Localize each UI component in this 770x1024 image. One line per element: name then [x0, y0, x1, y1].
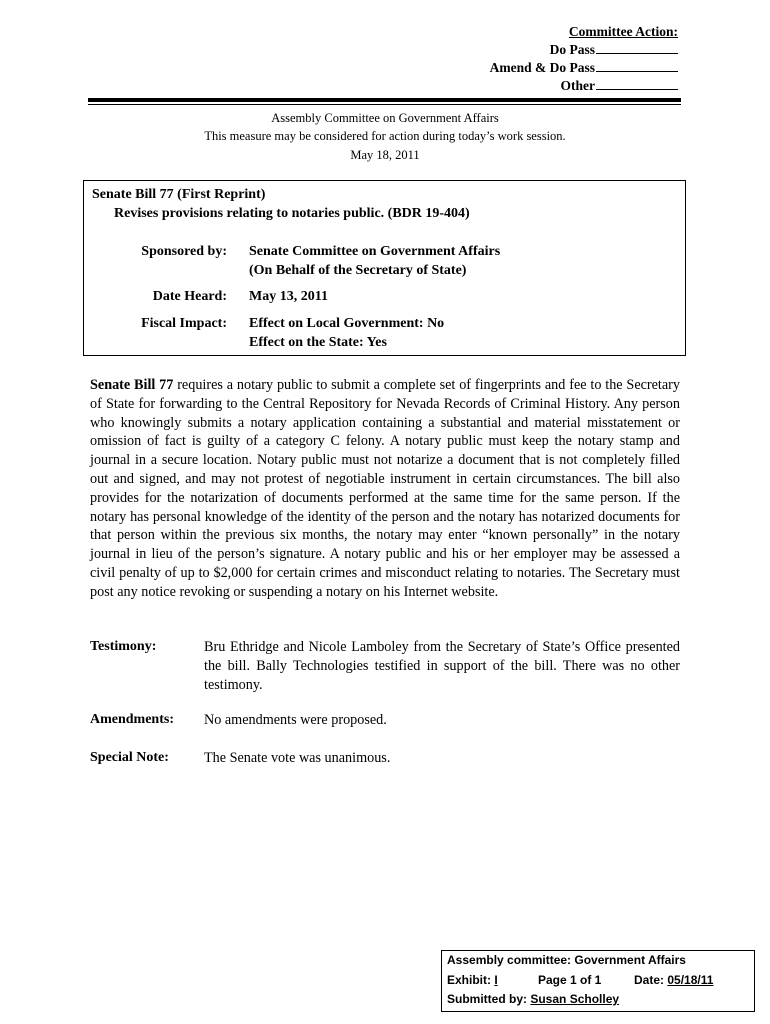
sponsored-line-1: Senate Committee on Government Affairs — [249, 244, 501, 259]
exhibit-date-label: Date: — [634, 973, 668, 987]
date-heard-value: May 13, 2011 — [249, 289, 328, 304]
exhibit-page: Page 1 of 1 — [538, 973, 602, 987]
bill-title: Senate Bill 77 (First Reprint) — [92, 187, 266, 202]
exhibit-date — [634, 973, 713, 987]
other-label: Other — [560, 78, 595, 93]
bill-subtitle: Revises provisions relating to notaries public. (BDR 19-404) — [114, 206, 470, 221]
testimony-text: Bru Ethridge and Nicole Lamboley from the Secretary of State’s Office presented the bill. Bally Technologies testified in support of the bill. There was no other testimony. — [204, 639, 680, 693]
amend-do-pass-label: Amend & Do Pass — [489, 60, 595, 75]
fiscal-state: Effect on the State: Yes — [249, 335, 387, 350]
sponsored-value — [249, 242, 500, 280]
fiscal-impact-value — [249, 314, 444, 352]
bill-info-box — [83, 180, 686, 356]
exhibit-line — [447, 973, 747, 987]
bill-summary — [90, 376, 680, 602]
submitted-value: Susan Scholley — [530, 992, 620, 1006]
meeting-committee: Assembly Committee on Government Affairs — [271, 111, 499, 125]
other-line — [418, 76, 678, 94]
amendments-label: Amendments: — [90, 712, 174, 727]
summary-body: requires a notary public to submit a complete set of fingerprints and fee to the Secretary of State for forwarding to the Central Repository for Nevada Records of Criminal History. Any person who knowingly submits a notary application containing a substantial and material misstatement or omission of fact is guilty of a category C felony. A notary public must keep the notary stamp and journal in a secure location. Notary public must not notarize a document that is not completely filled out and signed, and may not protest of negotiable instrument in certain circumstances. The bill also provides for the notarization of documents performed at the same time for the same person. If the notary has personal knowledge of the identity of the person and the notary has notarized documents for that person within the previous six months, the notary may enter “known personally” in the notary journal in lieu of the person’s signature. A notary public and his or her employer may be assessed a civil penalty of up to $2,000 for certain crimes and misconduct relating to notaries. The Secretary must post any notice revoking or suspending a notary on his Internet website. — [90, 377, 680, 600]
fiscal-local: Effect on Local Government: No — [249, 316, 445, 331]
special-note-text: The Senate vote was unanimous. — [204, 750, 391, 766]
sponsored-label: Sponsored by: — [141, 244, 227, 259]
header-divider-thick — [88, 98, 681, 102]
amend-do-pass-blank[interactable] — [596, 58, 678, 72]
exhibit-box — [441, 950, 755, 1012]
special-note-label: Special Note: — [90, 750, 169, 765]
header-divider-thin — [88, 104, 681, 105]
amendments-text: No amendments were proposed. — [204, 712, 387, 728]
committee-action-block — [418, 23, 678, 94]
meeting-date: May 18, 2011 — [350, 148, 420, 162]
testimony-label: Testimony: — [90, 639, 157, 654]
fiscal-impact-label: Fiscal Impact: — [141, 316, 227, 331]
committee-action-header: Committee Action: — [568, 24, 678, 39]
do-pass-label: Do Pass — [549, 42, 595, 57]
sponsored-line-2: (On Behalf of the Secretary of State) — [249, 263, 467, 278]
exhibit-committee: Assembly committee: Government Affairs — [447, 953, 686, 967]
exhibit-submitted — [447, 992, 619, 1006]
summary-lead: Senate Bill 77 — [90, 377, 174, 393]
date-heard-label: Date Heard: — [152, 289, 227, 304]
exhibit-date-value: 05/18/11 — [667, 973, 714, 987]
submitted-label: Submitted by: — [447, 992, 531, 1006]
exhibit-label: Exhibit: — [447, 973, 495, 987]
exhibit-value: I — [494, 973, 498, 987]
do-pass-line — [418, 40, 678, 58]
meeting-note: This measure may be considered for action during today’s work session. — [204, 129, 566, 143]
other-blank[interactable] — [596, 76, 678, 90]
amend-do-pass-line — [418, 58, 678, 76]
do-pass-blank[interactable] — [596, 40, 678, 54]
